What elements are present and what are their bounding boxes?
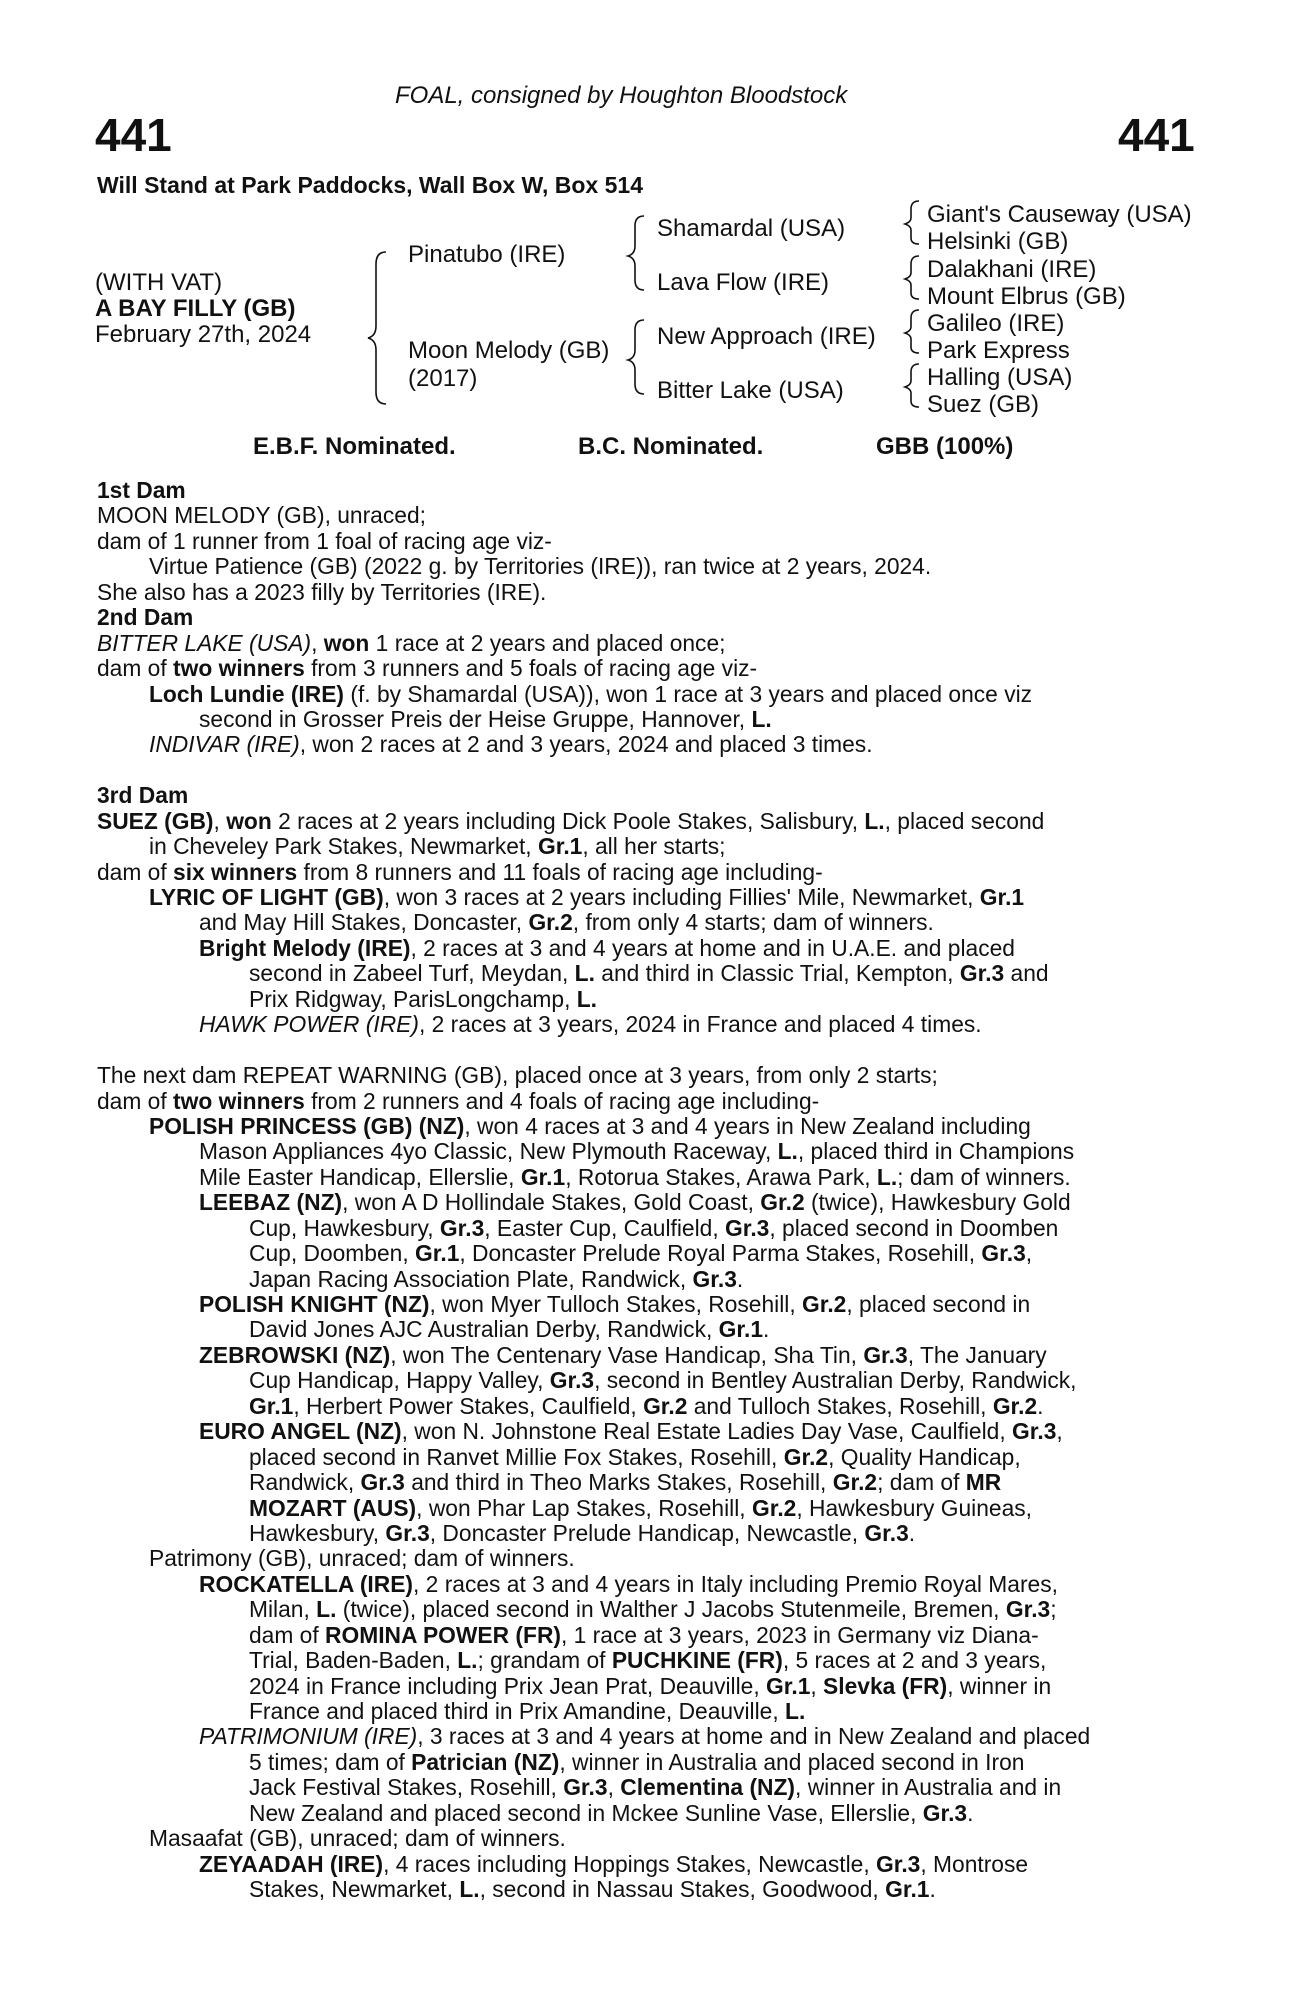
text-run: 1 race at 2 years and placed once; [369,629,726,656]
text-run: Japan Racing Association Plate, Randwick, [249,1265,693,1292]
text-run: , Doncaster Prelude Royal Parma Stakes, Rosehill, [459,1240,982,1267]
text-run: from 3 runners and 5 foals of racing age viz- [304,655,758,682]
body-line: Patrimony (GB), unraced; dam of winners. [149,1545,575,1572]
text-run: from 2 runners and 4 foals of racing age including- [304,1087,820,1114]
text-run: and third in Classic Trial, Kempton, [594,960,960,987]
body-line [97,1597,1207,1622]
text-run: ; dam of winners. [897,1163,1071,1190]
foaling-date: February 27th, 2024 [95,321,312,348]
body-line [97,1750,1207,1775]
text-run: Bright Melody (IRE) [199,934,411,961]
text-run: Gr.2 [643,1392,688,1419]
text-run: dam of [97,858,174,885]
text-run: , winner in Australia and placed second in Iron [559,1748,1025,1775]
text-run: Milan, [249,1596,317,1623]
text-run: Gr.3 [385,1519,430,1546]
text-run: ZEBROWSKI (NZ) [199,1341,391,1368]
third-dam-heading: 3rd Dam [97,782,189,809]
text-run: Slevka (FR) [823,1672,948,1699]
text-run: Gr.1 [766,1672,811,1699]
text-run: Jack Festival Stakes, Rosehill, [249,1774,564,1801]
text-run: six winners [173,858,298,885]
body-line [97,1139,1207,1164]
body-line [97,1089,1207,1114]
text-run: Gr.3 [1005,1596,1051,1623]
text-run: L. [576,985,598,1012]
text-run: . [1037,1392,1044,1419]
text-run: won [323,629,370,656]
vat-note: (WITH VAT) [95,269,223,296]
text-run: L. [864,807,885,834]
text-run: and Tulloch Stakes, Rosehill, [687,1392,993,1419]
text-run: Gr.2 [992,1392,1038,1419]
text-run: L. [457,1647,478,1674]
text-run: 5 times; dam of [249,1748,412,1775]
text-run: LYRIC OF LIGHT (GB) [149,884,384,910]
text-run: , from only 4 starts; dam of winners. [572,909,934,936]
text-run: HAWK POWER (IRE) [199,1011,419,1038]
text-run: , 5 races at 2 and 3 years, [782,1647,1047,1674]
text-run: . [967,1799,974,1826]
text-run: Gr.3 [922,1799,968,1826]
text-run: , 3 races at 3 and 4 years at home and in New Zealand and placed [417,1723,1091,1750]
text-run: (twice), placed second in Walther J Jacobs Stutenmeile, Bremen, [336,1596,1006,1623]
text-run: , placed second in [846,1291,1031,1317]
ancestor-2: Helsinki (GB) [927,228,1069,255]
text-run: Gr.3 [563,1774,608,1801]
main-brace [368,252,386,404]
text-run: . [908,1519,916,1546]
text-run: , won A D Hollindale Stakes, Gold Coast, [342,1189,761,1216]
text-run: Gr.3 [959,960,1005,987]
text-run: EURO ANGEL (NZ) [199,1418,402,1445]
text-run: MOZART (AUS) [249,1494,417,1521]
body-line [97,1012,1207,1037]
ebf-nomination: E.B.F. Nominated. [253,433,456,460]
text-run: L. [574,960,595,987]
text-run: Gr.3 [876,1850,921,1877]
text-run: in Cheveley Park Stakes, Newmarket, [149,833,538,860]
body-line [97,1445,1207,1470]
text-run: Randwick, [249,1469,361,1496]
stand-location: Will Stand at Park Paddocks, Wall Box W, Box 514 [97,172,643,198]
body-line [97,1470,1207,1495]
body-line [97,682,1207,707]
text-run: second in Zabeel Turf, Meydan, [249,960,575,987]
body-line: Virtue Patience (GB) (2022 g. by Territories (IRE)), ran twice at 2 years, 2024. [149,553,932,580]
text-run: , placed second [884,807,1045,834]
text-run: INDIVAR (IRE) [149,731,300,758]
text-run: , Hawkesbury Guineas, [796,1494,1032,1521]
body-line [97,1241,1207,1266]
text-run: , Easter Cup, Caulfield, [484,1214,725,1241]
text-run: Mason Appliances 4yo Classic, New Plymouth Raceway, [199,1138,778,1165]
sire-brace [628,216,644,290]
body-line [97,834,1207,859]
body-line [97,1572,1207,1597]
body-line [97,961,1207,986]
text-run: , [213,807,227,834]
text-run: , [1025,1240,1033,1267]
body-line [97,1419,1207,1444]
ancestor-6: Park Express [927,337,1070,364]
text-run: PATRIMONIUM (IRE) [199,1723,418,1750]
body-line [97,1343,1207,1368]
text-run: , 2 races at 3 and 4 years in Italy including Premio Royal Mares, [413,1570,1058,1597]
text-run: , won N. Johnstone Real Estate Ladies Day Vase, Caulfield, [401,1418,1013,1445]
text-run: and [1004,960,1049,987]
ancestor-4: Mount Elbrus (GB) [927,283,1126,310]
text-run: Gr.1 [520,1163,566,1190]
text-run: dam of [249,1621,326,1648]
body-line [97,1699,1207,1724]
body-line [97,1394,1207,1419]
text-run: Gr.3 [549,1367,595,1394]
body-line [97,809,1207,834]
text-run: Mile Easter Handicap, Ellerslie, [199,1163,521,1190]
text-run: L. [459,1876,480,1903]
text-run: two winners [173,1087,305,1114]
text-run: . [929,1876,936,1903]
sire-name: Pinatubo (IRE) [408,241,566,268]
text-run: Clementina (NZ) [620,1774,796,1801]
text-run: , winner in [947,1672,1052,1699]
text-run: , Doncaster Prelude Handicap, Newcastle, [429,1519,865,1546]
body-line [97,1317,1207,1342]
text-run: L. [751,705,772,732]
spacer [97,758,1207,783]
text-run: LEEBAZ (NZ) [199,1189,343,1216]
text-run: Gr.1 [979,884,1025,910]
text-run: (twice), Hawkesbury Gold [804,1189,1071,1216]
text-run: Gr.3 [360,1469,405,1496]
body-line [97,1368,1207,1393]
body-line [97,1775,1207,1800]
text-run: ZEYAADAH (IRE) [199,1850,384,1877]
body-line [97,1877,1207,1902]
body-line [97,1521,1207,1546]
text-run: PUCHKINE (FR) [611,1647,783,1674]
dam-dam: Bitter Lake (USA) [657,377,844,404]
text-run: 2024 in France including Prix Jean Prat, Deauville, [249,1672,767,1699]
text-run: , winner in Australia and in [795,1774,1062,1801]
text-run: , 1 race at 3 years, 2023 in Germany viz Diana- [561,1621,1039,1648]
text-run: two winners [173,655,305,682]
first-dam-heading: 1st Dam [97,477,186,503]
text-run: . [763,1316,770,1343]
body-line [97,1674,1207,1699]
body-line [97,707,1207,732]
text-run: (f. by Shamardal (USA)), won 1 race at 3 years and placed once viz [344,680,1033,707]
bc-nomination: B.C. Nominated. [578,433,764,460]
text-run: , all her starts; [582,833,726,860]
text-run: Gr.3 [1012,1418,1057,1445]
text-run: , Rotorua Stakes, Arawa Park, [565,1163,877,1190]
ancestor-3: Dalakhani (IRE) [927,256,1097,283]
text-run: Patrician (NZ) [411,1748,560,1775]
text-run: . [736,1265,744,1292]
body-line [97,732,1207,757]
text-run: New Zealand and placed second in Mckee Sunline Vase, Ellerslie, [249,1799,923,1826]
body-line: Masaafat (GB), unraced; dam of winners. [149,1825,566,1852]
text-run: L. [785,1698,806,1724]
dam-name: Moon Melody (GB) [408,337,610,364]
text-run: SUEZ (GB) [97,807,214,834]
text-run: second in Grosser Preis der Heise Gruppe, Hannover, [199,705,752,732]
text-run: and May Hill Stakes, Doncaster, [199,909,529,936]
body-line [97,936,1207,961]
sire-dam: Lava Flow (IRE) [657,269,830,296]
text-run: Gr.3 [864,1519,909,1546]
lot-number-left: 441 [95,109,172,161]
text-run: , won 4 races at 3 and 4 years in New Zealand including [464,1112,1031,1139]
dam-year: (2017) [408,365,478,392]
text-run: POLISH PRINCESS (GB) (NZ) [149,1112,465,1139]
ancestor-8: Suez (GB) [927,391,1040,418]
gbb-rating: GBB (100%) [876,433,1014,460]
text-run: Gr.2 [832,1469,878,1496]
text-run: Gr.2 [802,1291,847,1317]
text-run: Gr.2 [783,1443,829,1470]
text-run: Gr.1 [718,1316,764,1343]
text-run: , Montrose [920,1850,1029,1877]
text-run: Prix Ridgway, ParisLongchamp, [249,985,577,1012]
text-run: L. [777,1138,798,1165]
text-run: , [607,1774,621,1801]
text-run: placed second in Ranvet Millie Fox Stakes, Rosehill, [249,1443,784,1470]
text-run: , 2 races at 3 and 4 years at home and in U.A.E. and placed [410,934,1015,961]
body-line [97,1114,1207,1139]
text-run: Loch Lundie (IRE) [149,680,345,707]
body-line: dam of 1 runner from 1 foal of racing age viz- [97,527,552,554]
text-run: Gr.3 [981,1240,1026,1267]
ancestor-5: Galileo (IRE) [927,310,1065,337]
text-run: , [311,629,324,656]
text-run: MR [965,1469,1002,1496]
text-run: Trial, Baden-Baden, [249,1647,458,1674]
text-run: France and placed third in Prix Amandine, Deauville, [249,1698,786,1724]
text-run: , second in Bentley Australian Derby, Randwick, [594,1367,1077,1394]
text-run: David Jones AJC Australian Derby, Randwick, [249,1316,719,1343]
text-run: Gr.2 [751,1494,797,1521]
body-line: She also has a 2023 filly by Territories (IRE). [97,578,547,605]
catalogue-body [97,478,1207,1903]
text-run: Gr.3 [725,1214,770,1241]
consignor-line: FOAL, consigned by Houghton Bloodstock [395,82,848,109]
text-run: 2 races at 2 years including Dick Poole Stakes, Salisbury, [271,807,865,834]
text-run: Gr.3 [863,1341,908,1368]
text-run: ROMINA POWER (FR) [325,1621,561,1648]
text-run: Gr.2 [760,1189,805,1216]
text-run: L. [316,1596,337,1623]
text-run: L. [876,1163,898,1190]
text-run: Gr.3 [439,1214,485,1241]
body-line [97,987,1207,1012]
text-run: , won 2 races at 2 and 3 years, 2024 and placed 3 times. [299,731,873,758]
dam-sire: New Approach (IRE) [657,323,876,350]
body-line [97,1623,1207,1648]
text-run: , [810,1672,824,1699]
body-line [97,631,1207,656]
text-run: ; [1050,1596,1057,1623]
text-run: ; grandam of [477,1647,612,1674]
text-run: from 8 runners and 11 foals of racing age including- [297,858,823,885]
text-run: Gr.1 [885,1876,930,1903]
text-run: Hawkesbury, [249,1519,386,1546]
body-line [97,1852,1207,1877]
body-line [97,1190,1207,1215]
text-run: Gr.2 [528,909,573,936]
text-run: , The January [907,1341,1047,1368]
text-run: , won The Centenary Vase Handicap, Sha Tin, [390,1341,864,1368]
lot-number-right: 441 [1118,109,1195,161]
dam-brace [628,320,644,394]
body-line [97,910,1207,935]
text-run: POLISH KNIGHT (NZ) [199,1291,430,1317]
ancestor-1: Giant's Causeway (USA) [927,201,1192,228]
text-run: , placed third in Champions [797,1138,1075,1165]
text-run: won [226,807,272,834]
text-run: Cup, Doomben, [249,1240,416,1267]
sire-sire: Shamardal (USA) [657,215,846,242]
text-run: , [1056,1418,1063,1445]
text-run: , Herbert Power Stakes, Caulfield, [293,1392,644,1419]
text-run: , 2 races at 3 years, 2024 in France and placed 4 times. [418,1011,982,1038]
text-run: Stakes, Newmarket, [249,1876,460,1903]
body-line [97,1724,1207,1749]
text-run: Gr.1 [537,833,583,860]
body-line [97,1267,1207,1292]
text-run: Gr.3 [692,1265,737,1292]
body-line [97,1165,1207,1190]
text-run: , second in Nassau Stakes, Goodwood, [479,1876,886,1903]
horse-name: A BAY FILLY (GB) [95,295,296,322]
text-run: ; dam of [877,1469,966,1496]
body-line: MOON MELODY (GB), unraced; [97,502,426,529]
ancestor-7: Halling (USA) [927,364,1073,391]
text-run: Gr.1 [249,1392,294,1419]
text-run: dam of [97,1087,174,1114]
body-line [97,860,1207,885]
body-line [97,1496,1207,1521]
body-line [97,656,1207,681]
spacer [97,1038,1207,1063]
text-run: , won 3 races at 2 years including Fillies' Mile, Newmarket, [383,884,980,910]
text-run: Cup Handicap, Happy Valley, [249,1367,550,1394]
text-run: Gr.1 [415,1240,460,1267]
text-run: dam of [97,655,174,682]
text-run: , Quality Handicap, [828,1443,1021,1470]
body-line [97,1292,1207,1317]
text-run: ROCKATELLA (IRE) [199,1570,414,1597]
body-line [97,1648,1207,1673]
body-line [97,885,1207,910]
body-line [97,1216,1207,1241]
text-run: Cup, Hawkesbury, [249,1214,440,1241]
second-dam-heading: 2nd Dam [97,604,194,631]
text-run: and third in Theo Marks Stakes, Rosehill, [404,1469,833,1496]
body-line [97,1801,1207,1826]
text-run: , 4 races including Hoppings Stakes, Newcastle, [383,1850,876,1877]
text-run: , won Phar Lap Stakes, Rosehill, [416,1494,752,1521]
text-run: , won Myer Tulloch Stakes, Rosehill, [429,1291,802,1317]
text-run: , placed second in Doomben [769,1214,1059,1241]
body-line: The next dam REPEAT WARNING (GB), placed once at 3 years, from only 2 starts; [97,1062,938,1089]
dam-name-text: BITTER LAKE (USA) [97,629,312,656]
